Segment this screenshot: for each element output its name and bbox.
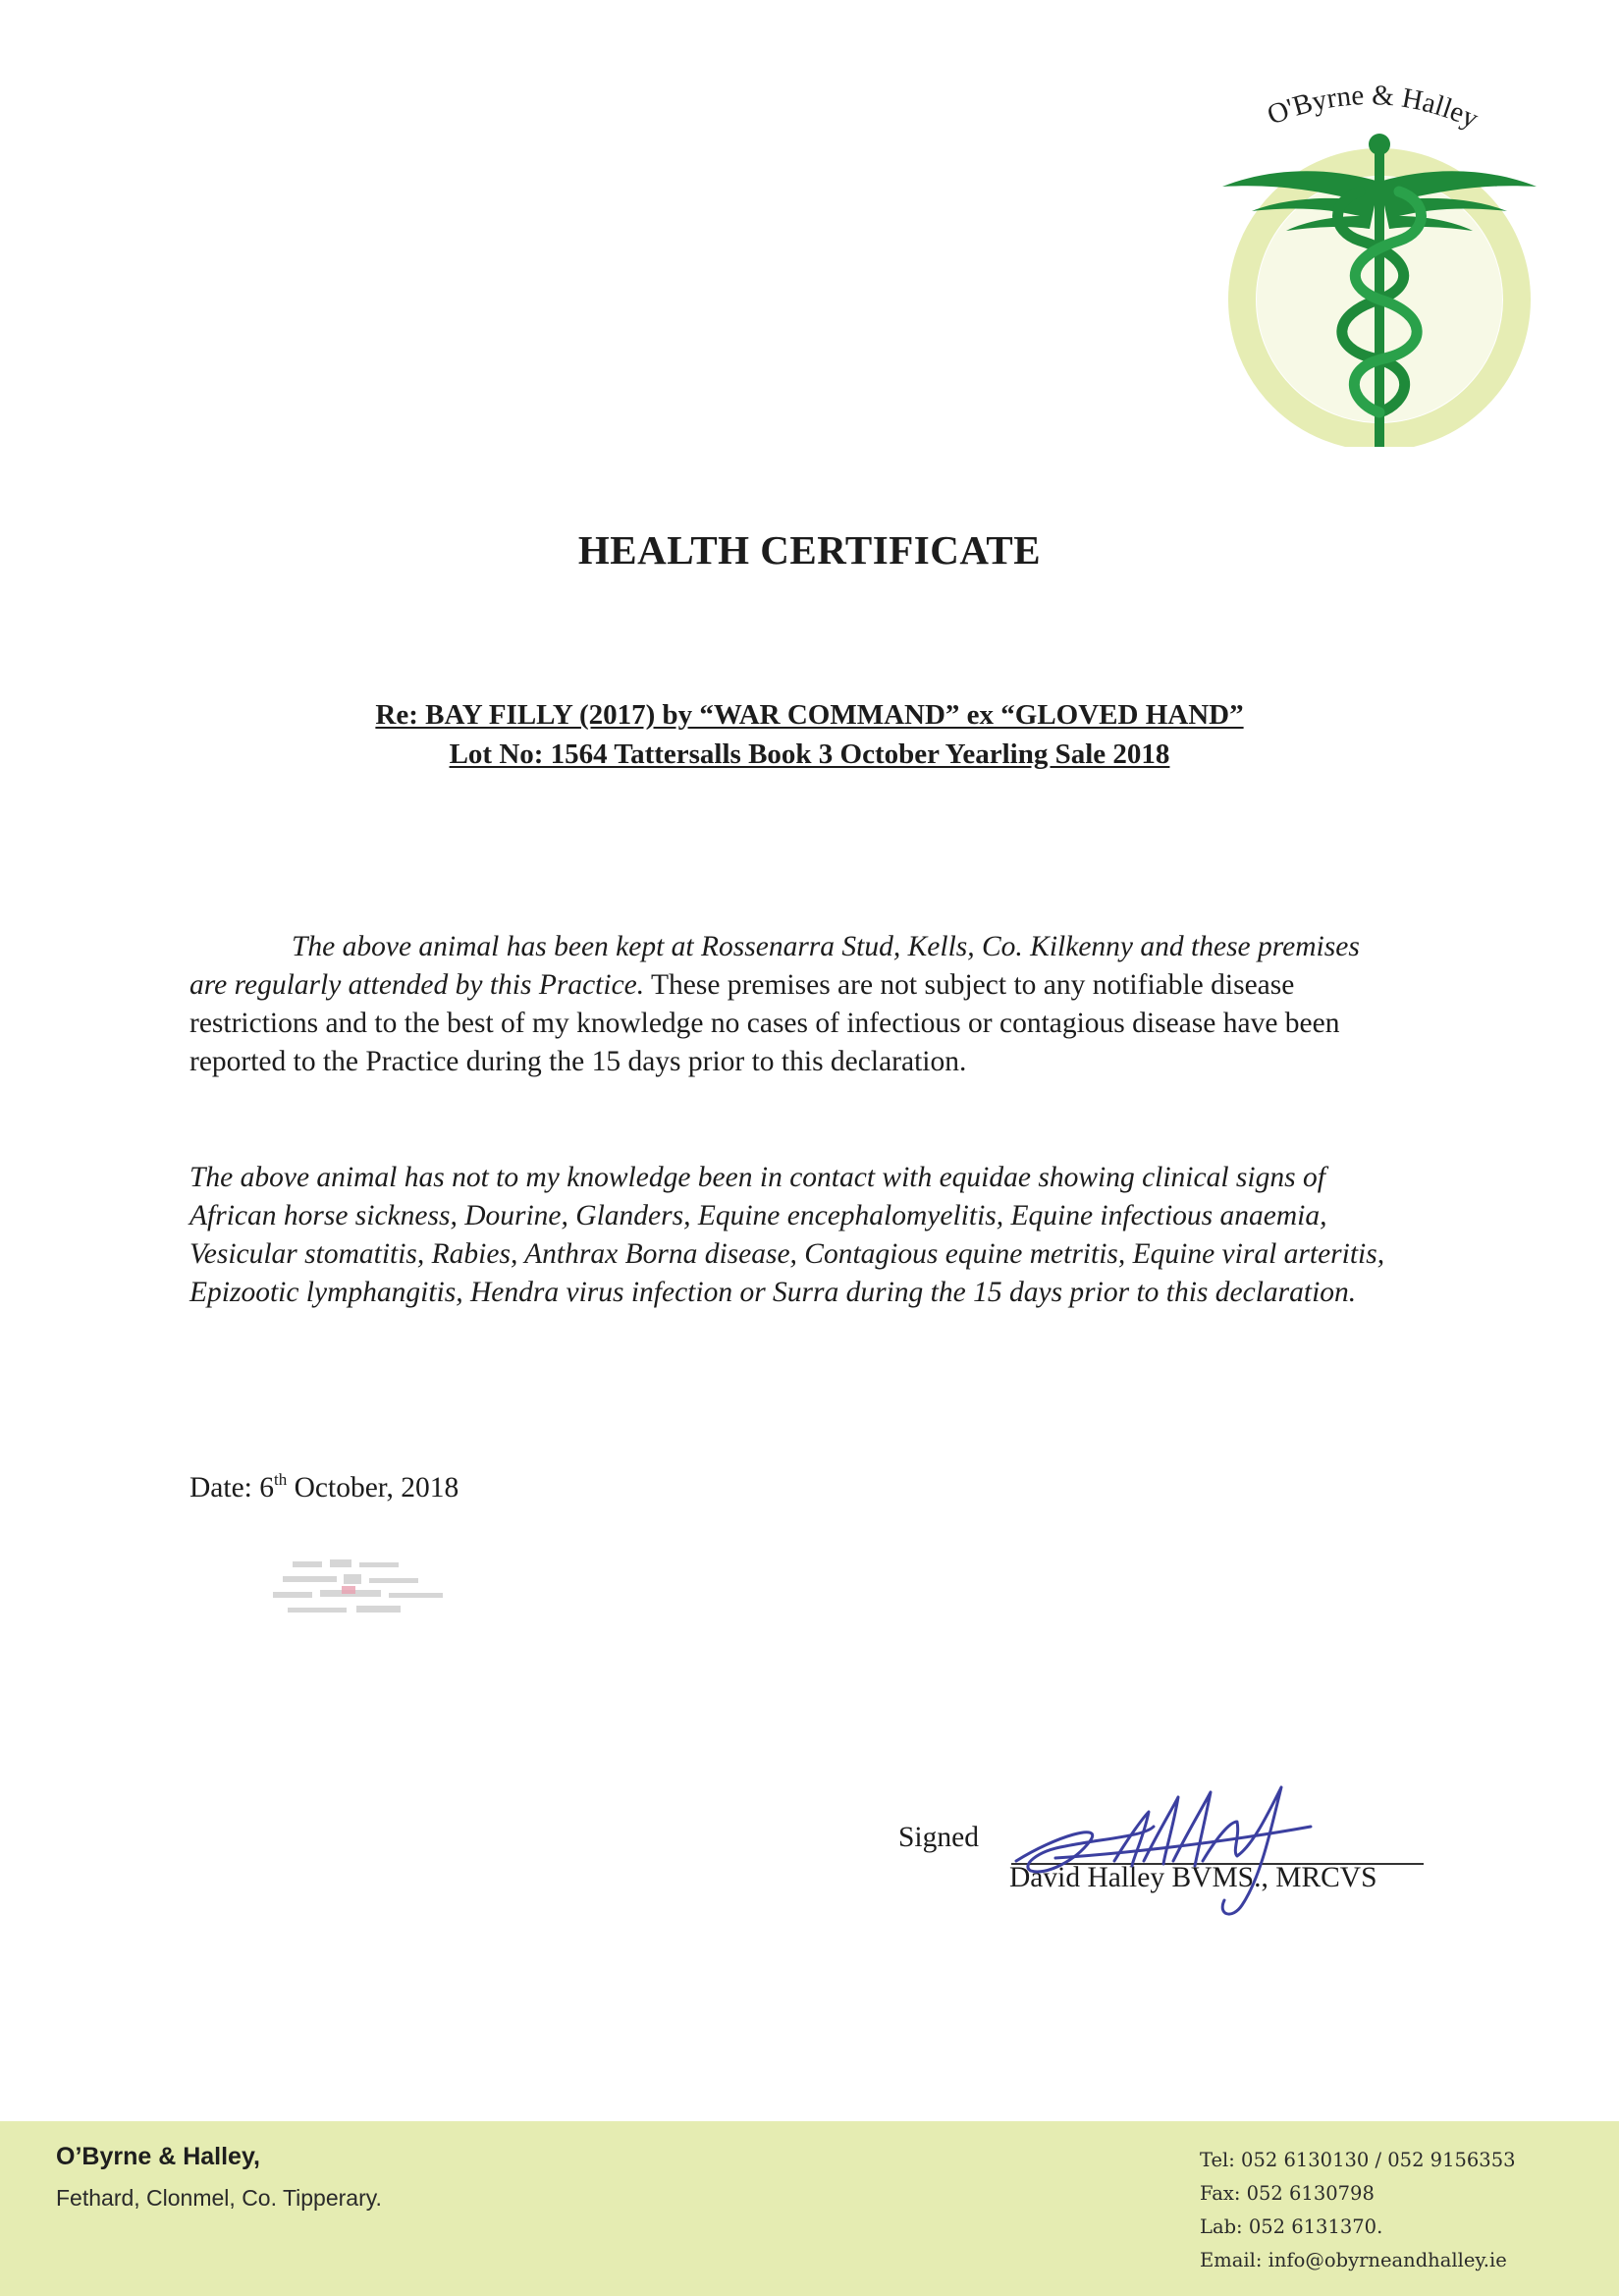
footer-email: Email: info@obyrneandhalley.ie (1200, 2249, 1507, 2271)
footer-lab: Lab: 052 6131370. (1200, 2215, 1383, 2238)
signed-label: Signed (898, 1822, 979, 1853)
blurred-stamp-icon (273, 1557, 450, 1625)
logo-text: O'Byrne & Halley (1263, 79, 1484, 136)
svg-text:O'Byrne & Halley (1264, 80, 1484, 135)
footer-contact (1200, 2144, 1516, 2277)
practice-logo (1213, 74, 1537, 447)
paragraph-diseases: The above animal has not to my knowledge been in contact with equidae showing clinical signs of African horse sickness, Dourine, Glanders, Equine encephalomyelitis, Equine infectious anaemia, Vesicular stomatitis, Rabies, Anthrax Borna disease, Contagious equine metritis, Equine viral arteritis, Epizootic lymphangitis, Hendra virus infection or Surra during the 15 days prior to this declaration. (189, 1162, 1385, 1308)
date-ordinal: th (274, 1470, 288, 1489)
certificate-date (189, 1470, 459, 1504)
date-rest: October, 2018 (287, 1472, 459, 1503)
footer-practice-name: O’Byrne & Halley, (56, 2143, 260, 2170)
caduceus-logo-icon (1213, 74, 1537, 447)
signer-name: David Halley BVMS., MRCVS (1009, 1862, 1377, 1893)
paragraph-premises (189, 928, 1397, 1081)
certificate-title: HEALTH CERTIFICATE (577, 527, 1042, 573)
date-prefix: Date: 6 (189, 1472, 275, 1503)
paragraph-premises-italic: The above animal has been kept at Rossenarra Stud, Kells, Co. Kilkenny and these premises are regularly attended by this Practice. (189, 931, 1360, 1001)
subject-line-2: Lot No: 1564 Tattersalls Book 3 October Yearling Sale 2018 (449, 738, 1170, 770)
footer-tel: Tel: 052 6130130 / 052 9156353 (1200, 2149, 1516, 2171)
subject-reference (0, 695, 1619, 774)
subject-line-1: Re: BAY FILLY (2017) by “WAR COMMAND” ex “GLOVED HAND” (375, 699, 1244, 731)
footer-fax: Fax: 052 6130798 (1200, 2182, 1375, 2205)
footer-address: Fethard, Clonmel, Co. Tipperary. (56, 2185, 382, 2211)
paragraph-premises-normal: These premises are not subject to any notifiable disease restrictions and to the best of my knowledge no cases of infectious or contagious disease have been reported to the Practice during the 15 days prior to this declaration. (189, 969, 1340, 1077)
handwritten-signature-icon (997, 1768, 1321, 1925)
